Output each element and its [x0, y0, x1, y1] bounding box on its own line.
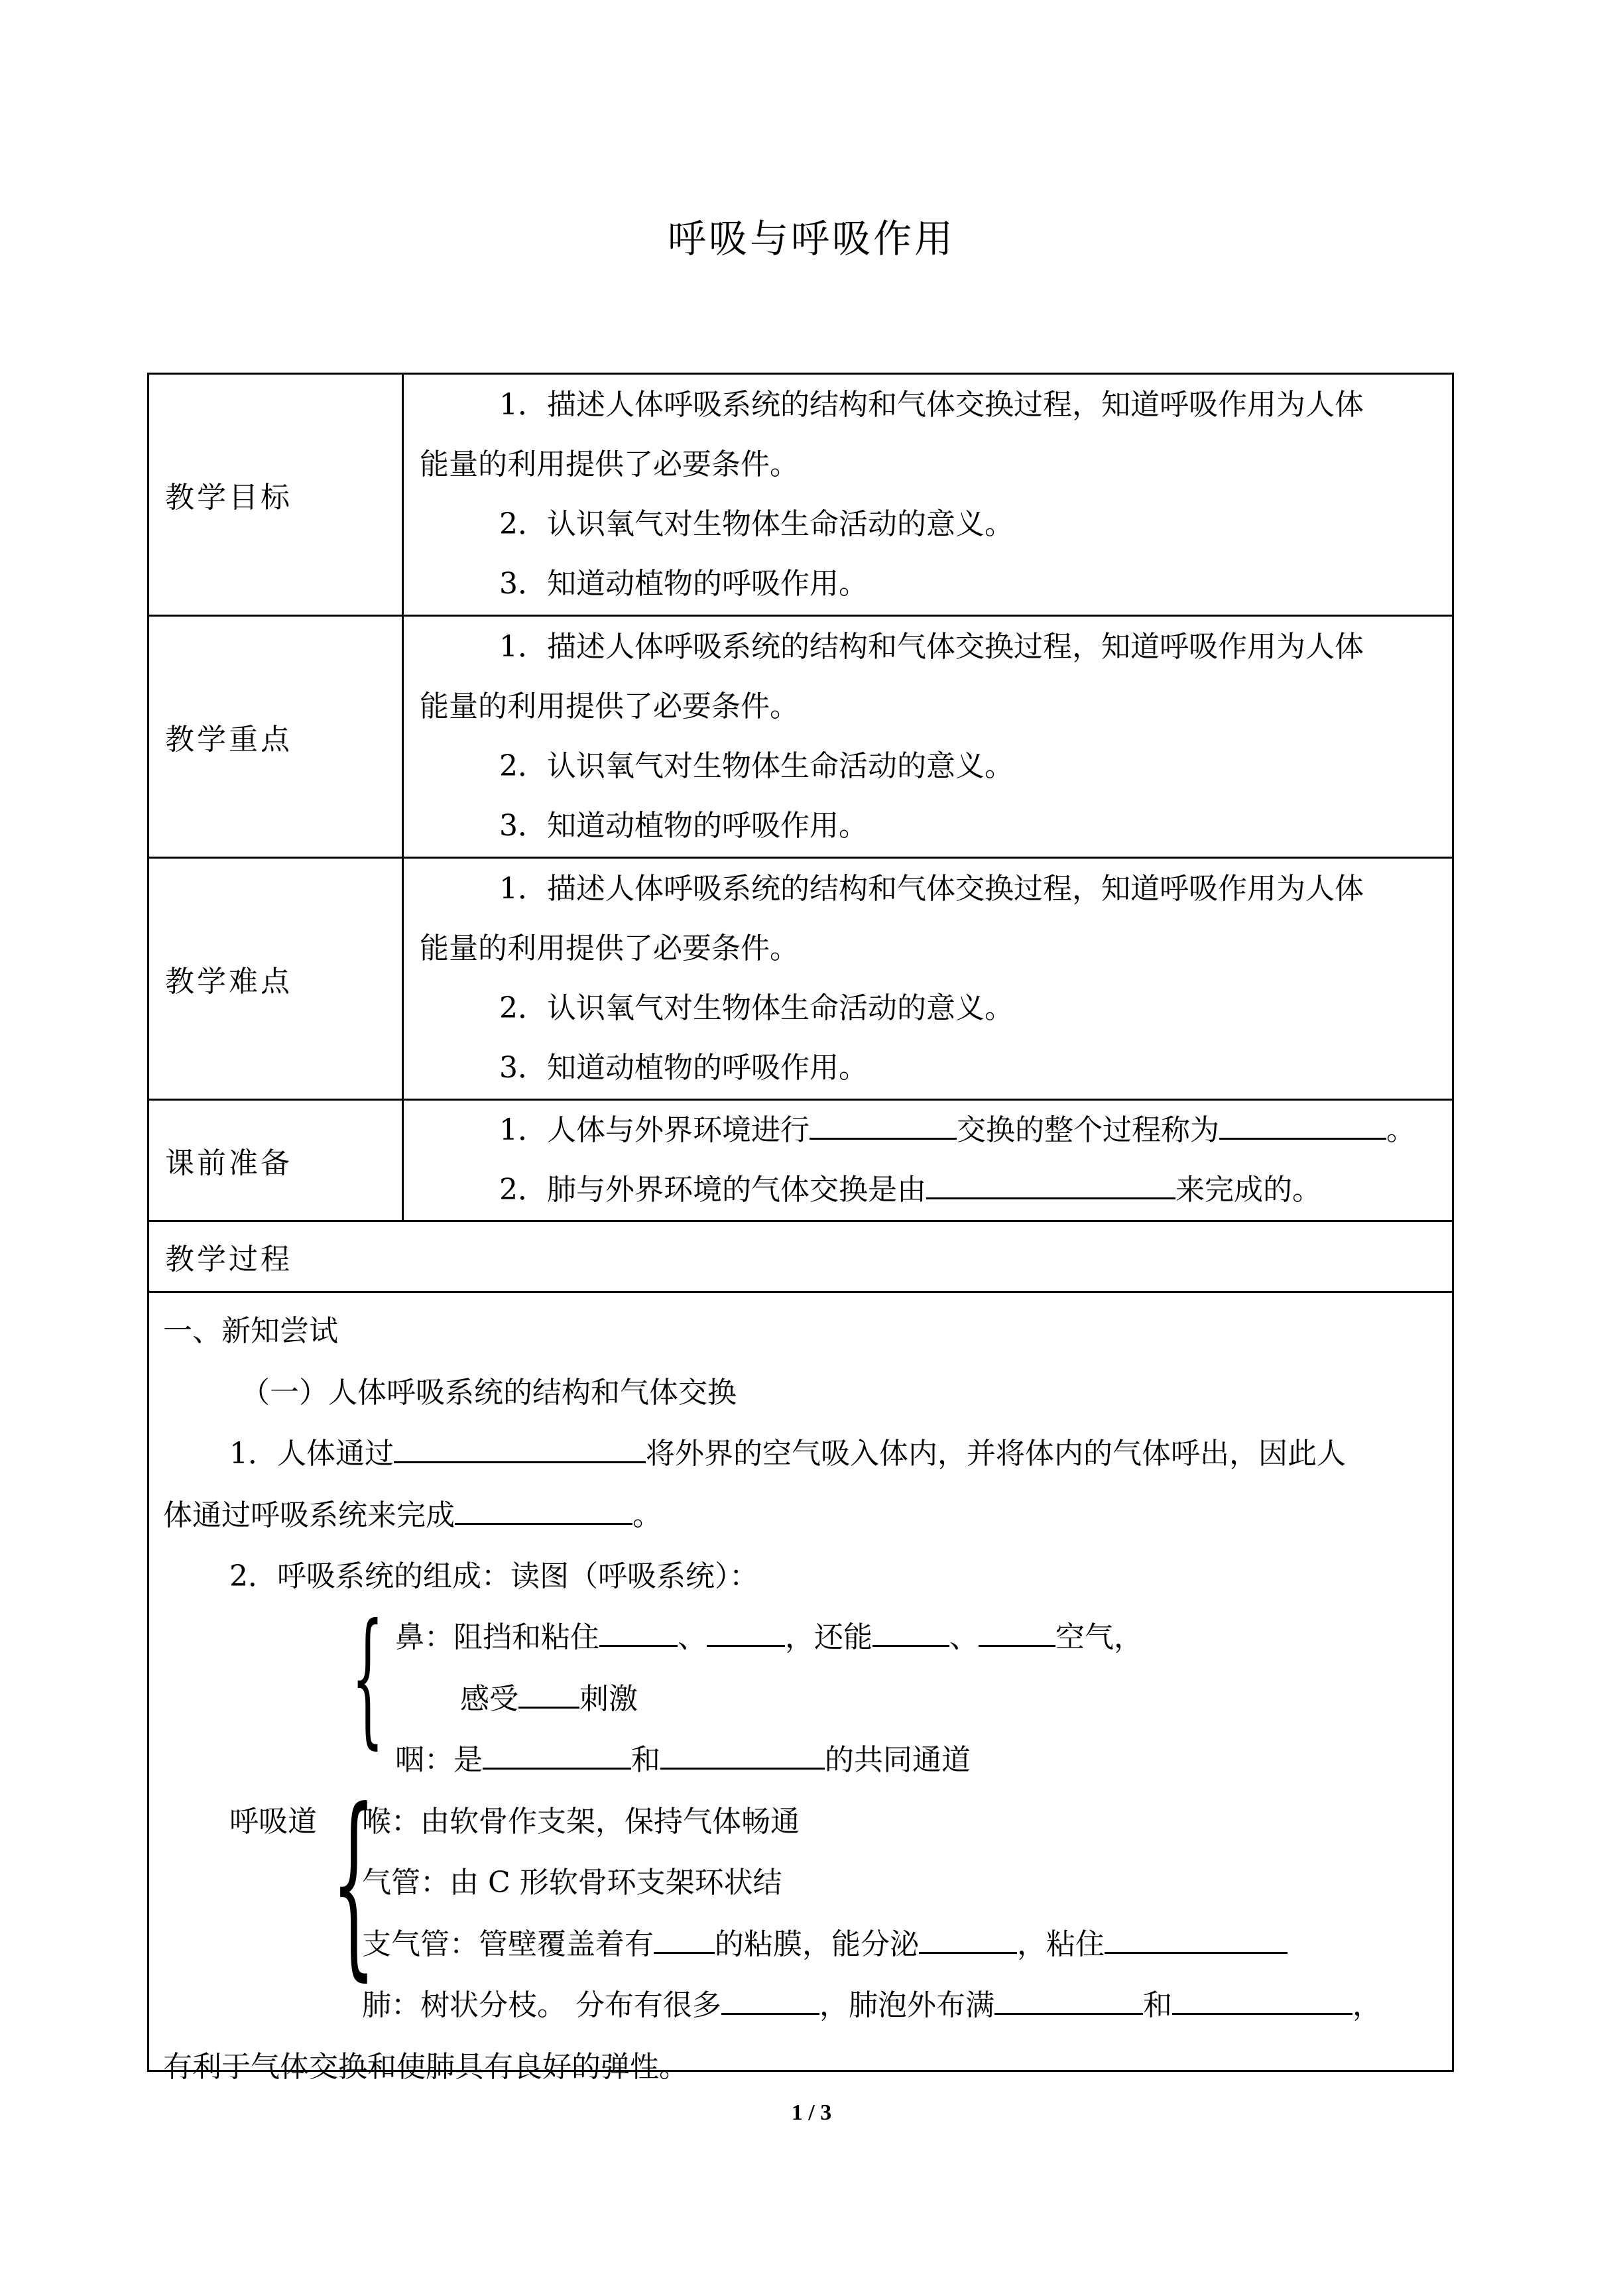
fill-blank[interactable]	[660, 1733, 825, 1770]
key-points-item-2: 2．认识氧气对生物体生命活动的意义。	[499, 749, 1014, 783]
paragraph-1-cont	[163, 1486, 662, 1545]
bronchi-text-a: 支气管：管壁覆盖着有	[362, 1927, 654, 1961]
fill-blank[interactable]	[1219, 1103, 1386, 1140]
p1-text-c: 体通过呼吸系统来完成	[163, 1498, 455, 1532]
preparation-content	[403, 1100, 1453, 1221]
bronchi-text-c: ，粘住	[1017, 1927, 1105, 1961]
difficulties-content	[403, 858, 1453, 1100]
fill-blank[interactable]	[483, 1733, 631, 1770]
objectives-row	[149, 374, 1453, 616]
process-row	[149, 1221, 1453, 1292]
paragraph-1	[229, 1424, 1346, 1484]
fill-blank[interactable]	[994, 1978, 1143, 2015]
p1-text-b: 将外界的空气吸入体内，并将体内的气体呼出，因此人	[646, 1437, 1346, 1471]
nose-line-2	[460, 1669, 638, 1729]
fill-blank[interactable]	[518, 1672, 579, 1709]
prep-q1-text-c: 。	[1386, 1113, 1415, 1147]
key-points-item-1-cont: 能量的利用提供了必要条件。	[420, 690, 799, 723]
paragraph-2: 2．呼吸系统的组成：读图（呼吸系统）：	[229, 1559, 758, 1593]
fill-blank[interactable]	[721, 1978, 819, 2015]
fill-blank[interactable]	[926, 1163, 1175, 1199]
nose2-text-b: 刺激	[579, 1682, 638, 1716]
objectives-item-3: 3．知道动植物的呼吸作用。	[499, 567, 868, 601]
lung-text-b: ，肺泡外布满	[819, 1988, 994, 2022]
prep-q2-text-b: 来完成的。	[1175, 1173, 1321, 1207]
lung-line	[362, 1976, 1382, 2035]
process-label: 教学过程	[149, 1221, 1453, 1292]
difficulties-label: 教学难点	[149, 858, 403, 1100]
preparation-row	[149, 1100, 1453, 1221]
nose2-text-a: 感受	[460, 1682, 518, 1716]
curly-brace-lower: {	[331, 1767, 376, 1998]
objectives-item-1-cont: 能量的利用提供了必要条件。	[420, 448, 799, 481]
difficulties-item-2: 2．认识氧气对生物体生命活动的意义。	[499, 991, 1014, 1025]
fill-blank[interactable]	[599, 1610, 678, 1647]
difficulties-item-3: 3．知道动植物的呼吸作用。	[499, 1051, 868, 1085]
objectives-content	[403, 374, 1453, 616]
larynx-line: 喉：由软骨作支架，保持气体畅通	[362, 1805, 800, 1839]
prep-q1-text-a: 1．人体与外界环境进行	[499, 1113, 810, 1147]
fill-blank[interactable]	[707, 1610, 785, 1647]
bronchi-line	[362, 1915, 1288, 1974]
preparation-label: 课前准备	[149, 1100, 403, 1221]
fill-blank[interactable]	[455, 1488, 632, 1525]
pharynx-text-c: 的共同通道	[825, 1743, 971, 1777]
fill-blank[interactable]	[979, 1610, 1055, 1647]
fill-blank[interactable]	[394, 1427, 646, 1463]
difficulties-item-1-cont: 能量的利用提供了必要条件。	[420, 932, 799, 965]
fill-blank[interactable]	[919, 1917, 1017, 1954]
nose-text-e: 空气，	[1055, 1620, 1143, 1654]
fill-blank[interactable]	[1172, 1978, 1352, 2015]
pharynx-line	[395, 1730, 971, 1790]
key-points-row	[149, 616, 1453, 858]
nose-line	[395, 1608, 1143, 1667]
nose-text-b: 、	[678, 1620, 707, 1654]
trachea-line: 气管：由 C 形软骨环支架环状结	[362, 1866, 782, 1900]
lung-text-a: 肺：树状分枝。 分布有很多	[362, 1988, 721, 2022]
page-title: 呼吸与呼吸作用	[667, 216, 955, 261]
objectives-item-1: 1．描述人体呼吸系统的结构和气体交换过程，知道呼吸作用为人体	[499, 388, 1364, 422]
airway-label: 呼吸道	[229, 1805, 317, 1839]
prep-q2-text-a: 2．肺与外界环境的气体交换是由	[499, 1173, 926, 1207]
key-points-label: 教学重点	[149, 616, 403, 858]
bronchi-text-b: 的粘膜，能分泌	[715, 1927, 919, 1961]
pharynx-text-a: 咽：是	[395, 1743, 483, 1777]
difficulties-row	[149, 858, 1453, 1100]
section-heading: 一、新知尝试	[163, 1314, 338, 1348]
lung-line-2: 有利于气体交换和使肺具有良好的弹性。	[163, 2050, 688, 2084]
lung-text-d: ，	[1352, 1988, 1382, 2022]
key-points-content	[403, 616, 1453, 858]
pharynx-text-b: 和	[631, 1743, 660, 1777]
preparation-question-2	[420, 1160, 1439, 1220]
nose-text-c: ，还能	[785, 1620, 872, 1654]
fill-blank[interactable]	[654, 1917, 715, 1954]
lung-text-c: 和	[1143, 1988, 1172, 2022]
objectives-item-2: 2．认识氧气对生物体生命活动的意义。	[499, 507, 1014, 541]
fill-blank[interactable]	[810, 1103, 957, 1140]
curly-brace-upper: {	[351, 1593, 384, 1762]
prep-q1-text-b: 交换的整个过程称为	[957, 1113, 1219, 1147]
subsection-heading: （一）人体呼吸系统的结构和气体交换	[241, 1376, 737, 1410]
fill-blank[interactable]	[1105, 1917, 1288, 1954]
nose-text-a: 鼻：阻挡和粘住	[395, 1620, 599, 1654]
objectives-label: 教学目标	[149, 374, 403, 616]
key-points-item-1: 1．描述人体呼吸系统的结构和气体交换过程，知道呼吸作用为人体	[499, 630, 1364, 664]
fill-blank[interactable]	[872, 1610, 949, 1647]
p1-text-d: 。	[632, 1498, 662, 1532]
p1-text-a: 1．人体通过	[229, 1437, 394, 1471]
difficulties-item-1: 1．描述人体呼吸系统的结构和气体交换过程，知道呼吸作用为人体	[499, 872, 1364, 906]
nose-text-d: 、	[949, 1620, 979, 1654]
preparation-question-1	[420, 1101, 1439, 1160]
page-number: 1 / 3	[791, 2100, 832, 2125]
key-points-item-3: 3．知道动植物的呼吸作用。	[499, 809, 868, 843]
